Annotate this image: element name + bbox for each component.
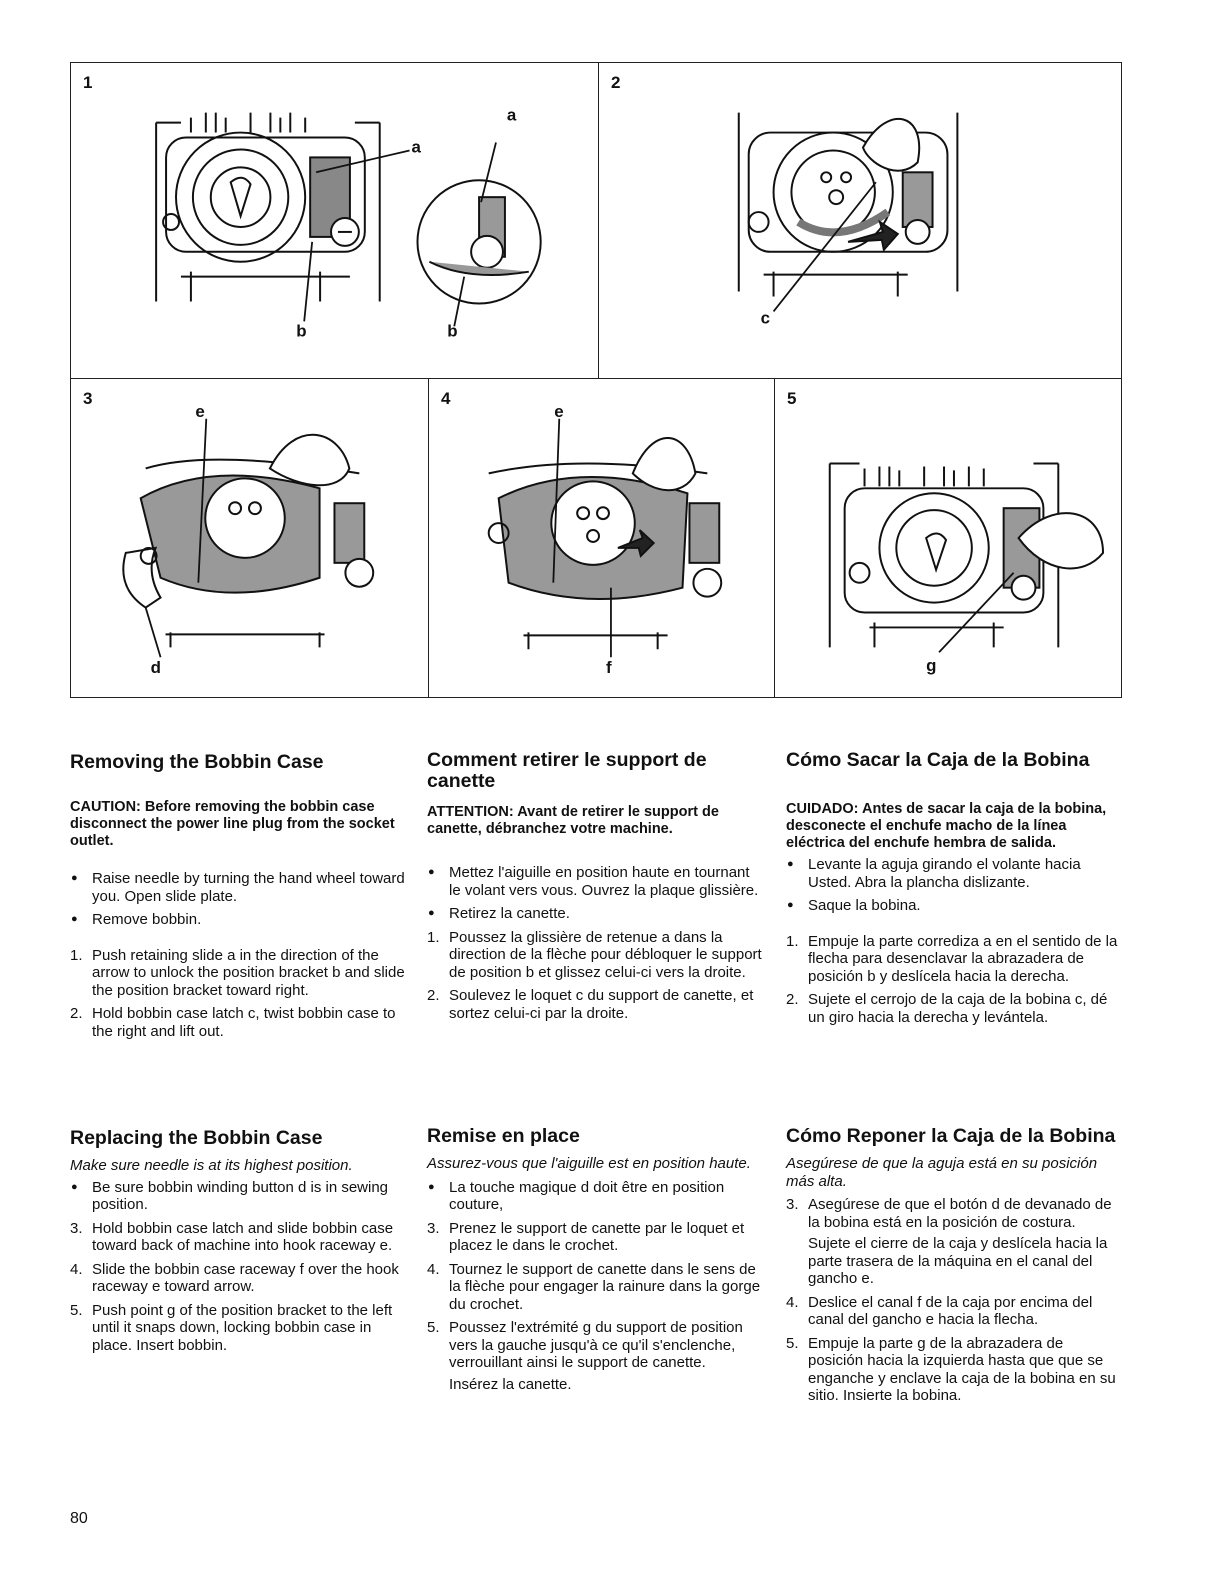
figure-3 (70, 378, 430, 698)
list-item: ● Levante la aguja girando el volante hacia Usted. Abra la plancha dislizante. (786, 856, 1122, 891)
section-title: Remise en place (427, 1125, 580, 1147)
list-item-continuation: Sujete el cierre de la caja y deslícela hacia la parte trasera de la máquina en el canal del gancho e. (808, 1235, 1108, 1287)
section-title: Comment retirer le support de canette (427, 749, 707, 792)
figure-4 (428, 378, 776, 698)
label-c: c (760, 308, 771, 328)
english-removing-section (70, 752, 406, 1040)
list-item: 2. Sujete el cerrojo de la caja de la bobina c, dé un giro hacia la derecha y levántela. (786, 991, 1108, 1026)
figure-2 (598, 62, 1122, 380)
list-item: 1. Push retaining slide a in the direction of the arrow to unlock the position bracket b and slide the position bracket toward right. (70, 946, 405, 999)
bobbin-area-illustration (71, 63, 599, 379)
english-replacing-section (70, 1128, 406, 1354)
label-e: e (554, 401, 564, 421)
label-d: d (150, 658, 161, 678)
bracket-lock-illustration (775, 379, 1121, 697)
list-item: ● Retirez la canette. (427, 905, 763, 923)
list-item: 5. Push point g of the position bracket to the left until it snaps down, locking bobbin case in place. Insert bobbin. (70, 1301, 393, 1354)
list-item: ● Raise needle by turning the hand wheel toward you. Open slide plate. (70, 870, 406, 905)
bobbin-twist-illustration (599, 63, 1121, 379)
intro-text: Assurez-vous que l'aiguille est en position haute. (427, 1155, 751, 1172)
french-removing-section (427, 750, 763, 1022)
figure-5 (774, 378, 1122, 698)
section-title: Cómo Sacar la Caja de la Bobina (786, 749, 1090, 771)
figure-number: 5 (787, 389, 797, 408)
caution-text: ATTENTION: Avant de retirer le support de canette, débranchez votre machine. (427, 804, 719, 837)
figure-number: 4 (441, 389, 451, 408)
list-item: ● La touche magique d doit être en position couture, (427, 1179, 763, 1214)
caution-text: CAUTION: Before removing the bobbin case disconnect the power line plug from the socket outlet. (70, 799, 395, 849)
label-f: f (605, 658, 612, 678)
figure-number: 3 (83, 389, 93, 408)
label-b: b (296, 321, 307, 341)
list-item: 4. Deslice el canal f de la caja por encima del canal del gancho e hacia la flecha. (786, 1293, 1093, 1328)
list-item: 2. Hold bobbin case latch c, twist bobbin case to the right and lift out. (70, 1005, 396, 1040)
list-item: ● Remove bobbin. (70, 911, 406, 929)
caution-text: CUIDADO: Antes de sacar la caja de la bobina, desconecte el enchufe macho de la línea eléctrica del enchufe hembra de salida. (786, 801, 1107, 851)
figure-number: 1 (83, 73, 93, 92)
list-item: 5. Poussez l'extrémité g du support de position vers la gauche jusqu'à ce qu'il s'enclenche, verrouillant ainsi le support de canette. (427, 1319, 743, 1371)
list-item: 5. Empuje la parte g de la abrazadera de posición hacia la izquierda hasta que que se enganche y enclave la caja de la bobina en su sitio. Insierte la bobina. (786, 1334, 1116, 1404)
section-title: Replacing the Bobbin Case (70, 1127, 323, 1149)
spanish-removing-section (786, 750, 1122, 1026)
section-title: Removing the Bobbin Case (70, 751, 324, 773)
figure-1 (70, 62, 600, 380)
bobbin-raceway-illustration (429, 379, 775, 697)
list-item: 1. Poussez la glissière de retenue a dans la direction de la flèche pour débloquer le support de position b et glissez celui-ci vers la droite. (427, 928, 762, 981)
intro-text: Asegúrese de que la aguja está en su posición más alta. (786, 1155, 1098, 1190)
bobbin-insert-illustration (71, 379, 429, 697)
figure-number: 2 (611, 73, 621, 92)
label-e: e (195, 401, 205, 421)
list-item: 3. Hold bobbin case latch and slide bobbin case toward back of machine into hook raceway e. (70, 1219, 394, 1254)
list-item: 3. Prenez le support de canette par le loquet et placez le dans le crochet. (427, 1219, 745, 1254)
list-item: 1. Empuje la parte corrediza a en el sentido de la flecha para desenclavar la abrazadera de posición b y deslícela hacia la derecha. (786, 932, 1118, 985)
label-a-zoom: a (506, 105, 517, 125)
french-replacing-section (427, 1126, 763, 1393)
extra-instruction: Insérez la canette. (449, 1375, 572, 1393)
list-item: ● Saque la bobina. (786, 897, 1122, 915)
list-item: 3. Asegúrese de que el botón d de devanado de la bobina está en la posición de costura. (786, 1196, 1112, 1231)
list-item: ● Mettez l'aiguille en position haute en tournant le volant vers vous. Ouvrez la plaque glissière. (427, 864, 763, 899)
list-item: 4. Slide the bobbin case raceway f over the hook raceway e toward arrow. (70, 1260, 399, 1295)
section-title: Cómo Reponer la Caja de la Bobina (786, 1125, 1116, 1147)
intro-text: Make sure needle is at its highest position. (70, 1157, 353, 1174)
page-number: 80 (70, 1510, 88, 1527)
label-a: a (411, 137, 421, 157)
label-g: g (926, 656, 937, 676)
spanish-replacing-section (786, 1126, 1122, 1405)
list-item: 4. Tournez le support de canette dans le sens de la flèche pour engager la rainure dans la gorge du crochet. (427, 1260, 761, 1313)
list-item: 2. Soulevez le loquet c du support de canette, et sortez celui-ci par la droite. (427, 987, 754, 1022)
list-item: ● Be sure bobbin winding button d is in sewing position. (70, 1179, 406, 1214)
label-b-zoom: b (447, 321, 458, 341)
